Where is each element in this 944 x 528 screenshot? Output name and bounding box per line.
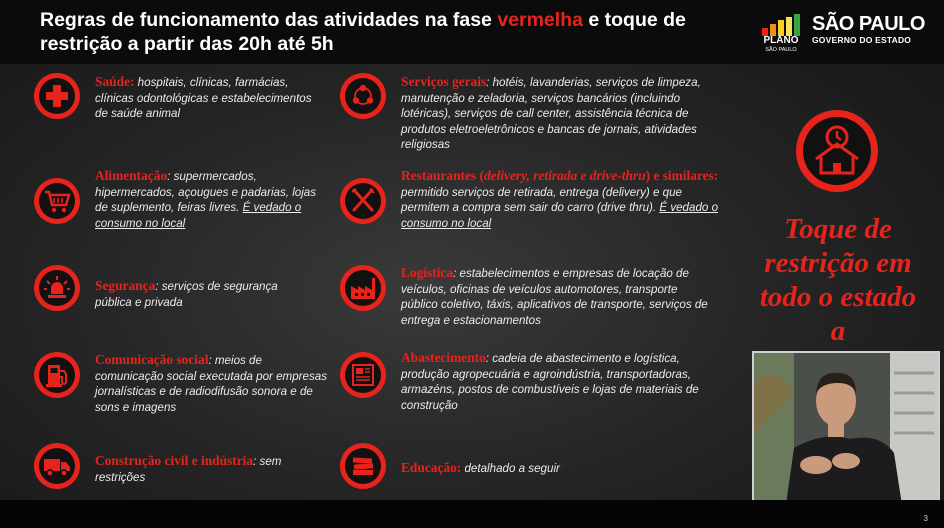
plano-bars-icon	[760, 14, 800, 36]
medical-cross-icon	[34, 73, 80, 119]
list-item-comunicacao-social: Comunicação social: meios de comunicação social executada por empresas jornalísticas e de radiodifusão sonora e de sons e imagens	[95, 352, 327, 414]
slide-title: Regras de funcionamento das atividades na fase vermelha e toque de restrição a partir das 20h até 5h	[40, 9, 686, 55]
plano-sp-logo: PLANO SÃO PAULO	[756, 14, 806, 54]
list-item-logistica: Logística: estabelecimentos e empresas de locação de veículos, oficinas de veículos automotores, transporte público coletivo, táxis, aplicativos de transporte, serviços de entrega e estacionamentos	[401, 265, 708, 327]
list-item-construcao-civil: Construção civil e indústria: sem restrições	[95, 453, 282, 484]
list-item-alimentacao: Alimentação: supermercados, hipermercados, açougues e padarias, lojas de suplemento, feiras livres. É vedado o consumo no local	[95, 168, 317, 230]
services-cycle-icon	[340, 73, 386, 119]
title-highlight: vermelha	[497, 9, 583, 31]
list-item-servicos-gerais: Serviços gerais: hotéis, lavanderias, serviços de limpeza, manutenção e zeladoria, serviços bancários (incluindo lotéricas), serviços de call center, assistência técnica de produtos eletroeletrônicos e bancas de jornais, atividades religiosas	[401, 74, 701, 151]
footer-bar	[0, 500, 944, 528]
newspaper-icon	[340, 352, 386, 398]
list-item-educacao: Educação: detalhado a seguir	[401, 460, 560, 475]
restaurantes-note: É vedado o consumo no local	[401, 201, 719, 230]
sign-language-interpreter-video	[752, 351, 940, 520]
alimentacao-note: É vedado o consumo no local	[95, 201, 302, 230]
sao-paulo-government-logo: SÃO PAULO GOVERNO DO ESTADO	[812, 13, 925, 45]
list-item-restaurantes: Restaurantes (delivery, retirada e drive-thru) e similares: permitido serviços de retirada, entrega (delivery) e que permitem a compra sem sair do carro (drive thru). É vedado o consumo no local	[401, 168, 719, 230]
shopping-cart-icon	[34, 178, 80, 224]
gas-pump-icon	[34, 352, 80, 398]
alarm-siren-icon	[34, 265, 80, 311]
page-number: 3	[923, 514, 928, 523]
books-icon	[340, 443, 386, 489]
list-item-seguranca: Segurança: serviços de segurança pública e privada	[95, 278, 278, 309]
house-clock-icon	[796, 110, 878, 192]
list-item-saude: Saúde: hospitais, clínicas, farmácias, clínicas odontológicas e estabelecimentos de saúde animal	[95, 74, 312, 120]
list-item-abastecimento: Abastecimento: cadeia de abastecimento e logística, produção agropecuária e agroindústria, transportadoras, armazéns, postos de combustíveis e lojas de materiais de construção	[401, 350, 699, 412]
toque-restricao-text: Toque de restrição em todo o estado a	[759, 213, 917, 347]
interpreter-image	[754, 353, 938, 518]
factory-icon	[340, 265, 386, 311]
fork-knife-icon	[340, 178, 386, 224]
truck-icon	[34, 443, 80, 489]
header-bar	[0, 0, 944, 64]
